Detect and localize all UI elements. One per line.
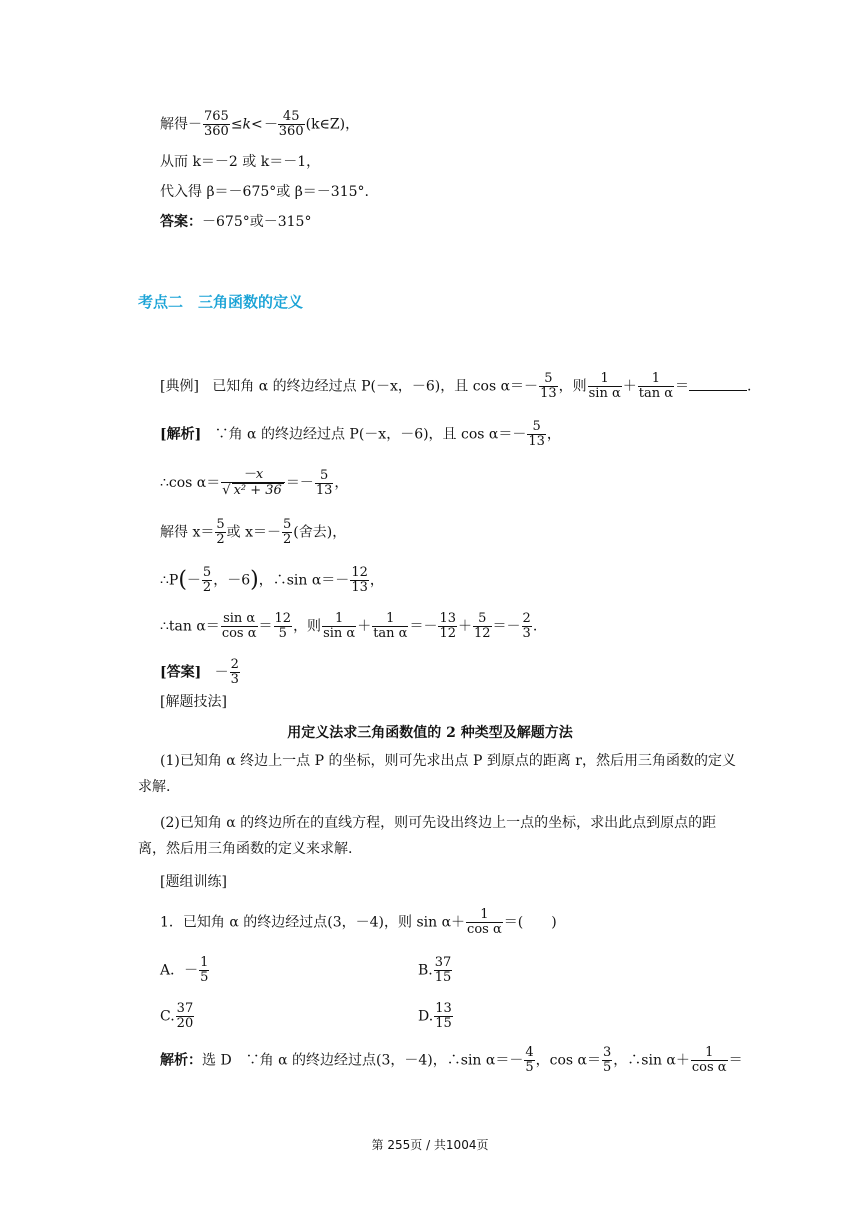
example-text-2: ，则 [558,378,587,395]
left-paren: ( [178,567,187,593]
k-in-z: (k∈Z)， [305,116,360,133]
leq-k: ≤k<－ [230,116,277,133]
eq-minus: ＝－ [492,618,521,635]
fraction: $\frac{2}{3}$ [522,611,531,641]
answer-line-1 [160,212,311,232]
tan-prefix: ∴tan α＝ [160,618,220,635]
fraction-sqrt: $\frac{-x}{\text{√ x² + 36}}$ [221,468,285,498]
fraction: $\frac{5}{2}$ [202,565,212,595]
period: . [747,378,752,395]
example-label: [典例] [160,378,199,395]
fraction: $\frac{3}{5}$ [603,1045,612,1075]
analysis-text-1: ∵角 α 的终边经过点 P(－x，－6)，且 cos α＝－ [214,426,527,443]
solve-x: 解得 x＝ [160,524,215,541]
fraction: $\frac{5}{13}$ [315,467,333,498]
beta-values-line: 代入得 β＝－675°或 β＝－315°. [160,184,369,200]
fraction: $\frac{2}{3}$ [230,657,239,687]
fraction-1-tan: $\frac{1}{\text{tan α}}$ [638,371,673,401]
then: ，则 [293,618,322,635]
solve-range-line [160,110,359,139]
analysis-line-5 [160,612,537,641]
fraction: $\frac{13}{12}$ [439,611,456,641]
method-label: [解题技法] [160,694,227,710]
fraction: $\frac{4}{5}$ [525,1045,534,1075]
fraction: $\frac{5}{2}$ [283,517,292,547]
punct: ， [334,475,349,491]
fraction: $\frac{1}{\text{cos α}}$ [467,907,502,937]
practice-label: [题组训练] [160,874,227,890]
option-b[interactable] [418,956,453,985]
plus: ＋ [458,618,472,635]
fraction: $\frac{37}{20}$ [176,1001,194,1031]
fraction: $\frac{12}{13}$ [351,565,368,595]
eq: ＝ [258,618,273,635]
eq-minus: ＝－ [409,618,438,635]
answer-line-2 [160,658,241,687]
option-d-label: D. [418,1008,434,1025]
plus: ＋ [357,618,372,635]
analysis-line-3 [160,518,346,547]
option-c[interactable] [160,1002,195,1031]
fraction: $\frac{5}{12}$ [474,611,491,641]
punct: ， [369,572,384,589]
solution-label: 解析： [160,1052,202,1069]
eq: ＝ [728,1052,743,1069]
method-title: 用定义法求三角函数值的 2 种类型及解题方法 [287,725,573,741]
fraction: $\frac{5}{2}$ [216,517,225,547]
fraction-765-360: $\frac{765}{360}$ [204,109,229,139]
option-b-label: B. [418,962,433,979]
answer-label: 答案： [160,214,202,230]
solve-prefix: 解得－ [160,116,202,133]
option-a-label: A．－ [160,962,199,979]
fraction: $\frac{1}{\text{cos α}}$ [691,1045,727,1075]
answer-value: －675°或－315° [202,214,312,230]
fraction-1-sin: $\frac{1}{\text{sin α}}$ [588,371,621,401]
point-p: ∴P [160,572,179,589]
page-footer: 第 255页 / 共1004页 [371,1138,489,1152]
punct: ， [546,426,561,443]
method-paragraph-2: (2)已知角 α 的终边所在的直线方程，则可先设出终边上一点的坐标，求出此点到原点的距离，然后用三角函数的定义来求解. [138,815,717,857]
plus-sign: ＋ [622,378,637,395]
fraction: $\frac{\text{sin α}}{\text{cos α}}$ [221,611,257,641]
point-y: ，－6 [213,572,251,589]
sin-expr: ，∴sin α＝－ [258,572,350,589]
answer-label-2: [答案] [160,664,202,681]
option-a[interactable] [160,956,210,985]
method-paragraph-1: (1)已知角 α 终边上一点 P 的坐标，则可先求出点 P 到原点的距离 r，然后用三角函数的定义求解. [138,753,736,795]
fraction: $\frac{12}{5}$ [274,611,292,641]
option-d[interactable] [418,1002,454,1031]
question-text: 1．已知角 α 的终边经过点(3，－4)，则 sin α＋ [160,914,466,931]
fraction: $\frac{1}{\text{tan α}}$ [373,611,408,641]
answer-blank [689,378,747,391]
analysis-line-1 [160,420,561,449]
minus: － [214,664,229,681]
question-1 [160,908,557,937]
solution-line [160,1046,743,1075]
fraction-45-360: $\frac{45}{360}$ [278,109,304,139]
example-line [160,372,751,401]
analysis-label: [解析] [160,426,202,443]
fraction-5-13: $\frac{5}{13}$ [540,371,557,401]
analysis-line-4: ∴P(－ $\frac{5}{2}$ ，－6)，∴sin α＝－ $\frac{12}{13}$ ， [160,565,384,595]
equals-sign: ＝ [675,378,689,395]
option-c-label: C. [160,1008,175,1025]
fraction: $\frac{5}{13}$ [528,419,545,449]
fraction: $\frac{37}{15}$ [434,955,452,985]
section-title: 考点二 三角函数的定义 [138,293,304,311]
or-x: 或 x＝－ [226,524,281,541]
fraction: $\frac{1}{\text{sin α}}$ [323,611,356,641]
cos-value: ，cos α＝ [535,1052,601,1069]
question-end: ＝( ) [503,914,557,931]
fraction: $\frac{1}{5}$ [200,955,209,985]
right-paren: ) [250,567,259,593]
cos-prefix: ∴cos α＝ [160,475,221,491]
equals-minus: ＝－ [285,475,314,491]
discard-note: (舍去)， [293,524,347,541]
sum-expr: ，∴sin α＋ [613,1052,690,1069]
period: . [532,618,538,635]
analysis-line-2 [160,468,348,498]
example-text-1: 已知角 α 的终边经过点 P(－x，－6)，且 cos α＝－ [212,378,539,395]
solution-text: 选 D ∵角 α 的终边经过点(3，－4)，∴sin α＝－ [202,1052,524,1069]
k-values-line: 从而 k＝－2 或 k＝－1， [160,154,321,170]
fraction: $\frac{13}{15}$ [435,1001,452,1031]
